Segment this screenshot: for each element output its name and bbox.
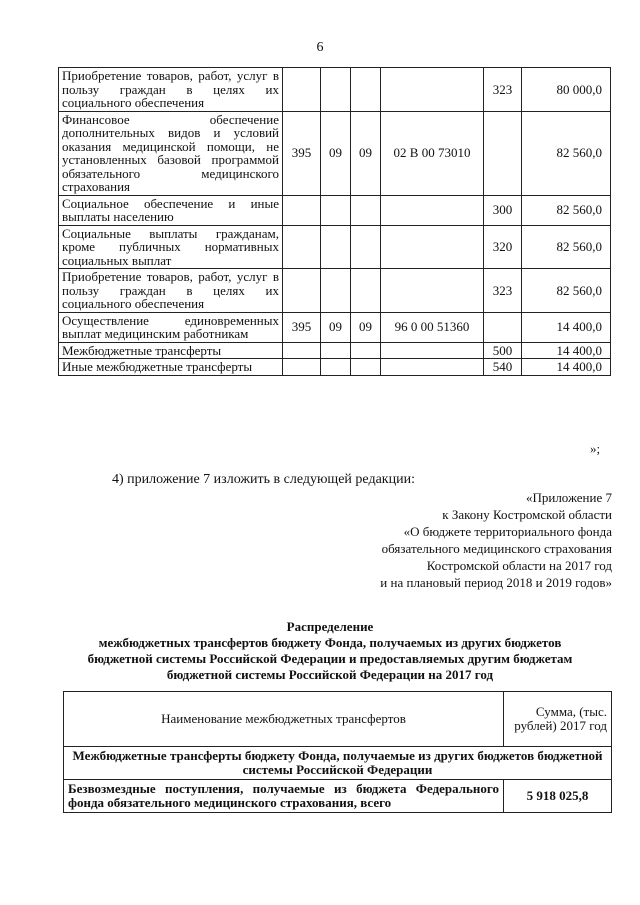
cell-sum: 14 400,0 [522, 359, 611, 376]
cell-name: Осуществление единовременных выплат медицинским работникам [59, 312, 283, 342]
cell-grbs [283, 68, 321, 112]
cell-name: Межбюджетные трансферты [59, 342, 283, 359]
cell-rz [321, 269, 351, 313]
cell-name: Социальное обеспечение и иные выплаты населению [59, 195, 283, 225]
cell-pr [351, 342, 381, 359]
heading-line: бюджетной системы Российской Федерации на 2017 год [166, 667, 494, 682]
cell-name: Приобретение товаров, работ, услуг в пользу граждан в целях их социального обеспечения [59, 68, 283, 112]
cell-name: Иные межбюджетные трансферты [59, 359, 283, 376]
heading-line: межбюджетных трансфертов бюджету Фонда, получаемых из других бюджетов [98, 635, 562, 650]
heading-line: Распределение [286, 619, 374, 634]
cell-grbs: 395 [283, 312, 321, 342]
distribution-heading [40, 619, 620, 683]
cell-grbs [283, 342, 321, 359]
clause-4: 4) приложение 7 изложить в следующей редакции: [112, 472, 415, 487]
annex-reference [272, 489, 612, 591]
table-row [59, 342, 611, 359]
cell-sum: 14 400,0 [522, 312, 611, 342]
cell-vr [484, 111, 522, 195]
cell-rz [321, 225, 351, 269]
cell-csr: 02 В 00 73010 [381, 111, 484, 195]
header-name-cell: Наименование межбюджетных трансфертов [64, 692, 504, 747]
cell-pr [351, 269, 381, 313]
cell-grbs [283, 225, 321, 269]
transfers-table [63, 691, 612, 813]
page-number: 6 [316, 40, 324, 55]
cell-grbs [283, 269, 321, 313]
cell-grbs [283, 195, 321, 225]
cell-rz [321, 68, 351, 112]
cell-vr: 500 [484, 342, 522, 359]
cell-vr: 323 [484, 68, 522, 112]
header-sum-cell: Сумма, (тыс. рублей) 2017 год [504, 692, 612, 747]
cell-name: Социальные выплаты гражданам, кроме публичных нормативных социальных выплат [59, 225, 283, 269]
table-row [59, 269, 611, 313]
cell-csr [381, 269, 484, 313]
row-name-cell: Безвозмездные поступления, получаемые из бюджета Федерального фонда обязательного медицинского страхования, всего [64, 780, 504, 813]
cell-name: Приобретение товаров, работ, услуг в пользу граждан в целях их социального обеспечения [59, 269, 283, 313]
cell-csr [381, 359, 484, 376]
cell-rz: 09 [321, 111, 351, 195]
cell-grbs: 395 [283, 111, 321, 195]
cell-csr [381, 68, 484, 112]
cell-sum: 82 560,0 [522, 195, 611, 225]
cell-csr: 96 0 00 51360 [381, 312, 484, 342]
cell-vr: 300 [484, 195, 522, 225]
cell-pr [351, 359, 381, 376]
cell-pr [351, 225, 381, 269]
closing-quote: »; [590, 441, 601, 456]
cell-pr: 09 [351, 111, 381, 195]
cell-sum: 14 400,0 [522, 342, 611, 359]
cell-vr: 540 [484, 359, 522, 376]
table-row [59, 312, 611, 342]
cell-sum: 82 560,0 [522, 269, 611, 313]
table-row [59, 359, 611, 376]
cell-pr [351, 195, 381, 225]
table-row [59, 195, 611, 225]
cell-sum: 82 560,0 [522, 225, 611, 269]
annex-line: «О бюджете территориального фонда [403, 524, 612, 539]
heading-line: бюджетной системы Российской Федерации и предоставляемых другим бюджетам [87, 651, 573, 666]
cell-vr [484, 312, 522, 342]
cell-vr: 323 [484, 269, 522, 313]
cell-pr [351, 68, 381, 112]
row-sum-cell: 5 918 025,8 [504, 780, 612, 813]
cell-grbs [283, 359, 321, 376]
cell-sum: 80 000,0 [522, 68, 611, 112]
cell-name: Финансовое обеспечение дополнительных видов и условий оказания медицинской помощи, не установленных базовой программой обязательного медицинского страхования [59, 111, 283, 195]
table-row [59, 225, 611, 269]
annex-line: Костромской области на 2017 год [426, 558, 612, 573]
annex-line: и на плановый период 2018 и 2019 годов» [380, 575, 612, 590]
expenditure-table [58, 67, 611, 376]
cell-sum: 82 560,0 [522, 111, 611, 195]
cell-csr [381, 225, 484, 269]
annex-line: обязательного медицинского страхования [381, 541, 612, 556]
cell-rz [321, 195, 351, 225]
cell-pr: 09 [351, 312, 381, 342]
cell-csr [381, 195, 484, 225]
table-row [59, 68, 611, 112]
section-title-cell: Межбюджетные трансферты бюджету Фонда, получаемые из других бюджетов бюджетной системы Российской Федерации [64, 747, 612, 780]
annex-line: к Закону Костромской области [442, 507, 612, 522]
table-row [59, 111, 611, 195]
cell-csr [381, 342, 484, 359]
cell-rz: 09 [321, 312, 351, 342]
annex-line: «Приложение 7 [525, 490, 612, 505]
cell-rz [321, 342, 351, 359]
cell-rz [321, 359, 351, 376]
cell-vr: 320 [484, 225, 522, 269]
